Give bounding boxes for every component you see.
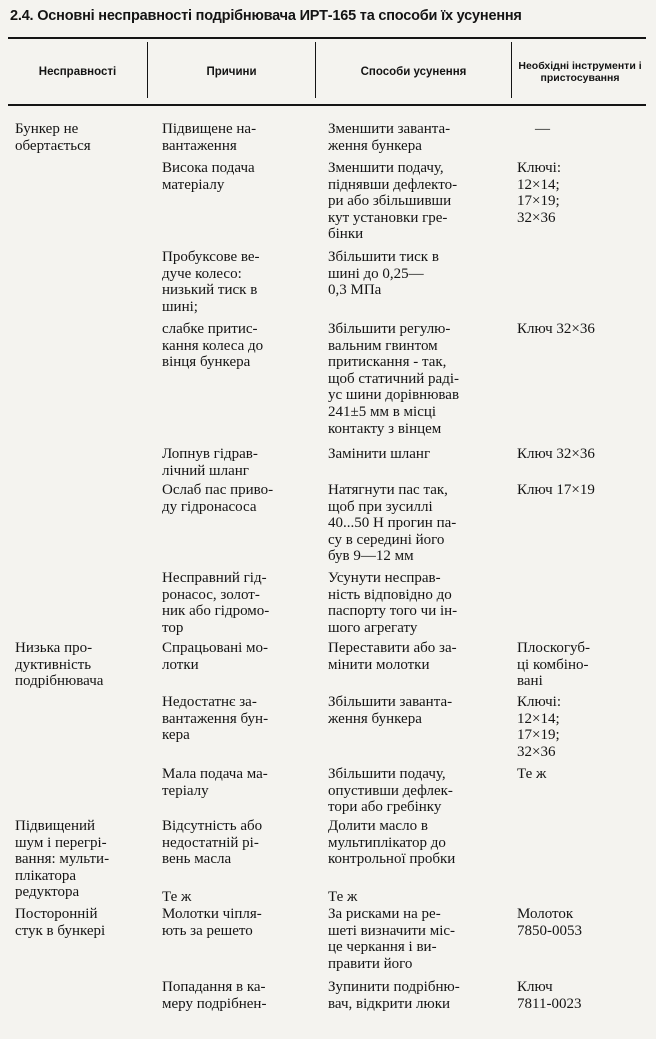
row-cause: Недостатнє за- вантаження бун- кера xyxy=(162,694,269,744)
row-fault: Низька про- дуктивність подрібнювача xyxy=(15,640,104,690)
row-remedy: Збільшити заванта- ження бункера xyxy=(328,694,453,727)
row-remedy: Усунути несправ- ність відповідно до паспорту того чи ін- шого агрегату xyxy=(328,570,458,636)
row-tool: Ключ 17×19 xyxy=(517,482,595,498)
row-cause: Підвищене на- вантаження xyxy=(162,121,257,154)
row-tool: — xyxy=(535,121,550,137)
header-causes: Причини xyxy=(206,65,257,78)
row-remedy: За рисками на ре- шеті визначити міс- це черкання і ви- правити його xyxy=(328,906,456,972)
row-cause: Несправний гід- ронасос, золот- ник або гідромо- тор xyxy=(162,570,270,636)
row-remedy: Збільшити регулю- вальним гвинтом притискання - так, щоб статичний раді- ус шини дорівнював 241±5 мм в місці контакту з вінцем xyxy=(328,321,460,437)
row-tool: Ключі: 12×14; 17×19; 32×36 xyxy=(517,160,562,226)
row-remedy: Зменшити подачу, піднявши дефлекто- ри або збільшивши кут установки гре- бінки xyxy=(328,160,458,243)
row-remedy: Переставити або за- мінити молотки xyxy=(328,640,457,673)
row-tool: Ключ 7811-0023 xyxy=(517,979,582,1012)
table-title: 2.4. Основні несправності подрібнювача ИРТ-165 та способи їх усунення xyxy=(10,8,522,24)
row-cause: Пробуксове ве- дуче колесо: низький тиск в шині; xyxy=(162,249,260,315)
row-cause: Те ж xyxy=(162,889,192,905)
row-cause: Мала подача ма- теріалу xyxy=(162,766,268,799)
row-tool: Ключі: 12×14; 17×19; 32×36 xyxy=(517,694,562,760)
row-cause: Ослаб пас приво- ду гідронасоса xyxy=(162,482,274,515)
row-remedy: Збільшити подачу, опустивши дефлек- тори або гребінку xyxy=(328,766,453,816)
row-fault: Посторонній стук в бункері xyxy=(15,906,106,939)
header-faults: Несправності xyxy=(38,65,117,78)
row-tool: Те ж xyxy=(517,766,547,782)
row-tool: Молоток 7850-0053 xyxy=(517,906,582,939)
row-remedy: Замінити шланг xyxy=(328,446,431,462)
row-fault: Бункер не обертається xyxy=(15,121,91,154)
header-bottom-rule xyxy=(8,104,646,106)
row-cause: Лопнув гідрав- лічний шланг xyxy=(162,446,258,479)
row-tool: Плоскогуб- ці комбіно- вані xyxy=(517,640,590,690)
row-cause: слабке притис- кання колеса до вінця бункера xyxy=(162,321,264,371)
row-remedy: Те ж xyxy=(328,889,358,905)
row-fault: Підвищений шум і перегрі- вання: мульти- плікатора редуктора xyxy=(15,818,110,901)
row-tool: Ключ 32×36 xyxy=(517,321,595,337)
row-cause: Висока подача матеріалу xyxy=(162,160,255,193)
row-cause: Спрацьовані мо- лотки xyxy=(162,640,269,673)
table-top-rule xyxy=(8,37,646,39)
row-remedy: Долити масло в мультиплікатор до контрольної пробки xyxy=(328,818,456,868)
row-remedy: Збільшити тиск в шині до 0,25— 0,3 МПа xyxy=(328,249,439,299)
row-remedy: Зупинити подрібню- вач, відкрити люки xyxy=(328,979,460,1012)
row-remedy: Зменшити заванта- ження бункера xyxy=(328,121,451,154)
header-remedies: Способи усунення xyxy=(360,65,467,78)
row-cause: Молотки чіпля- ють за решето xyxy=(162,906,262,939)
row-cause: Попадання в ка- меру подрібнен- xyxy=(162,979,267,1012)
row-tool: Ключ 32×36 xyxy=(517,446,595,462)
row-remedy: Натягнути пас так, щоб при зусиллі 40...50 Н прогин па- су в середині його був 9—12 мм xyxy=(328,482,457,565)
header-tools: Необхідні інструменти і пристосування xyxy=(518,60,642,84)
row-cause: Відсутність або недостатній рі- вень масла xyxy=(162,818,263,868)
